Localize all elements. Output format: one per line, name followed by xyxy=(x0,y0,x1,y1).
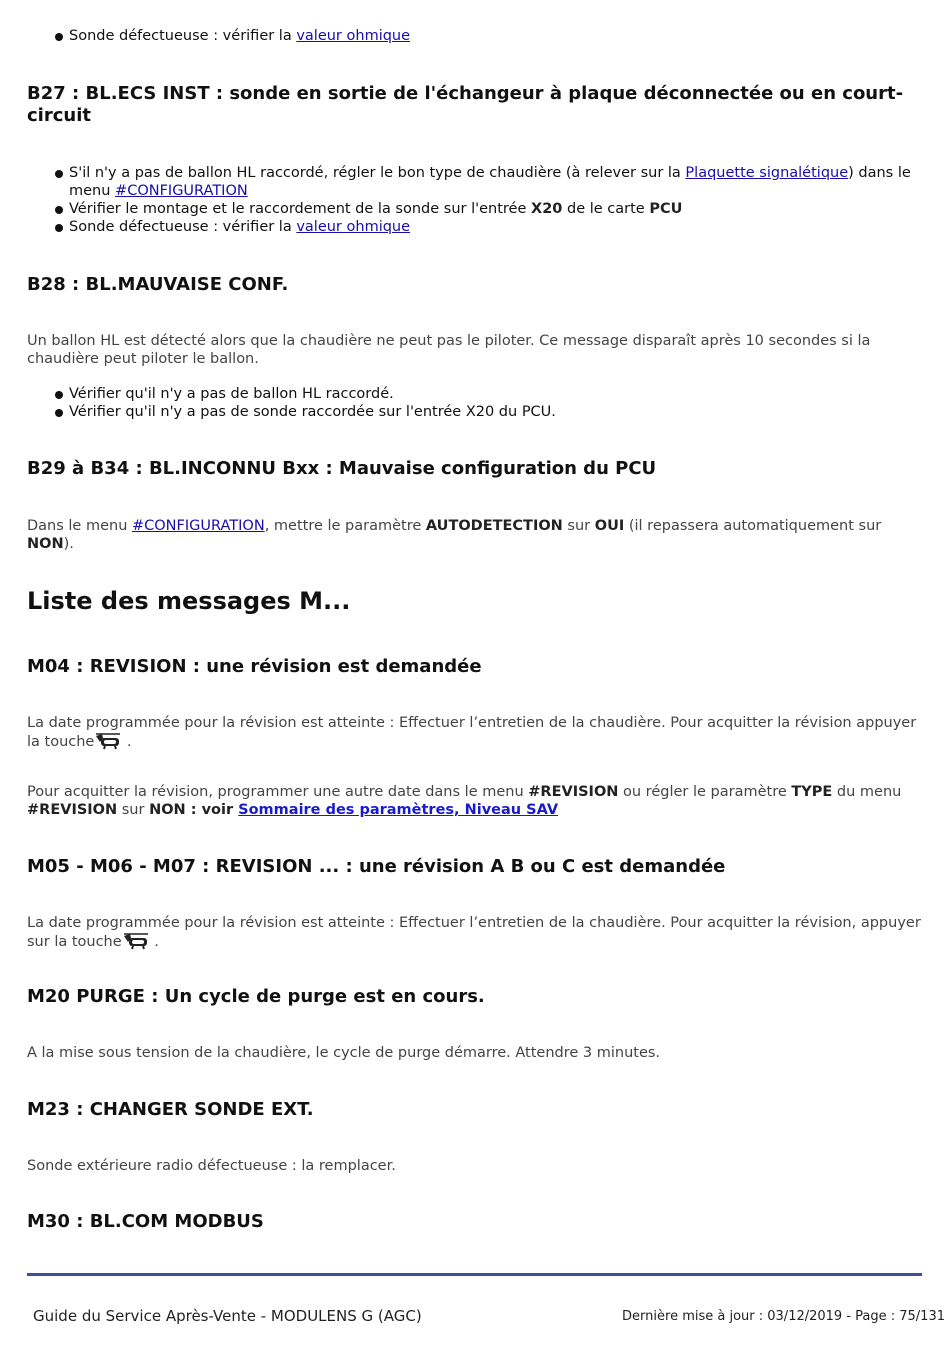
b27-bullet-list xyxy=(55,164,945,236)
configuration-link[interactable]: #CONFIGURATION xyxy=(132,518,265,534)
list-item xyxy=(55,218,945,236)
b29-heading: B29 à B34 : BL.INCONNU Bxx : Mauvaise configuration du PCU xyxy=(27,458,657,479)
text: du menu xyxy=(832,784,902,800)
text: . xyxy=(149,934,159,950)
bullet-icon xyxy=(55,170,63,178)
footer-page-info: Dernière mise à jour : 03/12/2019 - Page : 75/131 xyxy=(622,1309,945,1324)
text: sur xyxy=(117,802,150,818)
m23-paragraph: Sonde extérieure radio défectueuse : la remplacer. xyxy=(27,1158,396,1174)
m23-heading: M23 : CHANGER SONDE EXT. xyxy=(27,1099,314,1120)
list-item xyxy=(55,164,945,200)
list-item xyxy=(55,200,945,218)
bullet-icon xyxy=(55,409,63,417)
m20-heading: M20 PURGE : Un cycle de purge est en cours. xyxy=(27,986,485,1007)
text: . xyxy=(122,734,132,750)
list-item-text: Vérifier qu'il n'y a pas de ballon HL raccordé. xyxy=(69,386,394,402)
list-item-text: Vérifier le montage et le raccordement de la sonde sur l'entrée xyxy=(69,201,532,217)
b29-paragraph xyxy=(27,517,927,553)
configuration-link[interactable]: #CONFIGURATION xyxy=(115,183,248,199)
list-item-text: de le carte xyxy=(562,201,650,217)
text: (il repassera automatiquement sur xyxy=(624,518,882,534)
bold-text: #REVISION xyxy=(27,802,118,818)
m05-heading: M05 - M06 - M07 : REVISION ... : une révision A B ou C est demandée xyxy=(27,856,726,877)
footer-title: Guide du Service Après-Vente - MODULENS G (AGC) xyxy=(33,1307,422,1325)
text: ou régler le paramètre xyxy=(618,784,792,800)
m05-paragraph xyxy=(27,914,927,955)
text: Pour acquitter la révision, programmer une autre date dans le menu xyxy=(27,784,529,800)
bold-text: AUTODETECTION xyxy=(425,518,563,534)
footer-divider xyxy=(27,1273,922,1276)
bold-text: #REVISION xyxy=(528,784,619,800)
list-item-text: Vérifier qu'il n'y a pas de sonde raccordée sur l'entrée X20 du PCU. xyxy=(69,404,556,420)
list-item-text: Sonde défectueuse : vérifier la xyxy=(69,28,297,44)
bold-text: X20 xyxy=(531,201,563,217)
m30-heading: M30 : BL.COM MODBUS xyxy=(27,1211,264,1232)
section-m-heading: Liste des messages M... xyxy=(27,587,351,615)
b28-heading: B28 : BL.MAUVAISE CONF. xyxy=(27,274,289,295)
valeur-ohmique-link[interactable]: valeur ohmique xyxy=(296,219,411,235)
bold-text: TYPE xyxy=(791,784,833,800)
m04-paragraph-1 xyxy=(27,714,927,755)
text: , mettre le paramètre xyxy=(264,518,426,534)
horn-key-icon xyxy=(122,932,150,955)
bold-text: NON : voir xyxy=(149,802,239,818)
list-item xyxy=(55,385,945,403)
horn-key-icon xyxy=(94,732,122,755)
text: sur xyxy=(562,518,595,534)
bold-text: PCU xyxy=(649,201,683,217)
m04-heading: M04 : REVISION : une révision est demandée xyxy=(27,656,482,677)
list-item-text: S'il n'y a pas de ballon HL raccordé, régler le bon type de chaudière (à relever sur la xyxy=(69,165,686,181)
list-item-text: Sonde défectueuse : vérifier la xyxy=(69,219,297,235)
bold-text: NON xyxy=(27,536,64,552)
valeur-ohmique-link[interactable]: valeur ohmique xyxy=(296,28,411,44)
bullet-icon xyxy=(55,224,63,232)
bullet-icon xyxy=(55,206,63,214)
b28-bullet-list xyxy=(55,385,945,421)
list-item xyxy=(55,403,945,421)
sommaire-parametres-link[interactable]: Sommaire des paramètres, Niveau SAV xyxy=(238,802,559,818)
m20-paragraph: A la mise sous tension de la chaudière, le cycle de purge démarre. Attendre 3 minutes. xyxy=(27,1045,661,1061)
text: ). xyxy=(63,536,74,552)
text: Dans le menu xyxy=(27,518,132,534)
text: La date programmée pour la révision est atteinte : Effectuer l’entretien de la chaudière. Pour acquitter la révision appuyer la touche xyxy=(27,715,917,750)
list-item-text: ) dans le menu xyxy=(69,165,911,199)
b28-paragraph: Un ballon HL est détecté alors que la chaudière ne peut pas le piloter. Ce message disparaît après 10 secondes si la chaudière peut piloter le ballon. xyxy=(27,333,871,367)
m04-paragraph-2 xyxy=(27,783,927,819)
plaquette-signaletique-link[interactable]: Plaquette signalétique xyxy=(685,165,849,181)
top-bullet-list xyxy=(55,27,945,45)
b27-heading: B27 : BL.ECS INST : sonde en sortie de l'échangeur à plaque déconnectée ou en court-circuit xyxy=(27,83,904,126)
text: La date programmée pour la révision est atteinte : Effectuer l’entretien de la chaudière. Pour acquitter la révision, appuyer sur la touche xyxy=(27,915,921,950)
bold-text: OUI xyxy=(594,518,625,534)
list-item xyxy=(55,27,945,45)
bullet-icon xyxy=(55,33,63,41)
bullet-icon xyxy=(55,391,63,399)
